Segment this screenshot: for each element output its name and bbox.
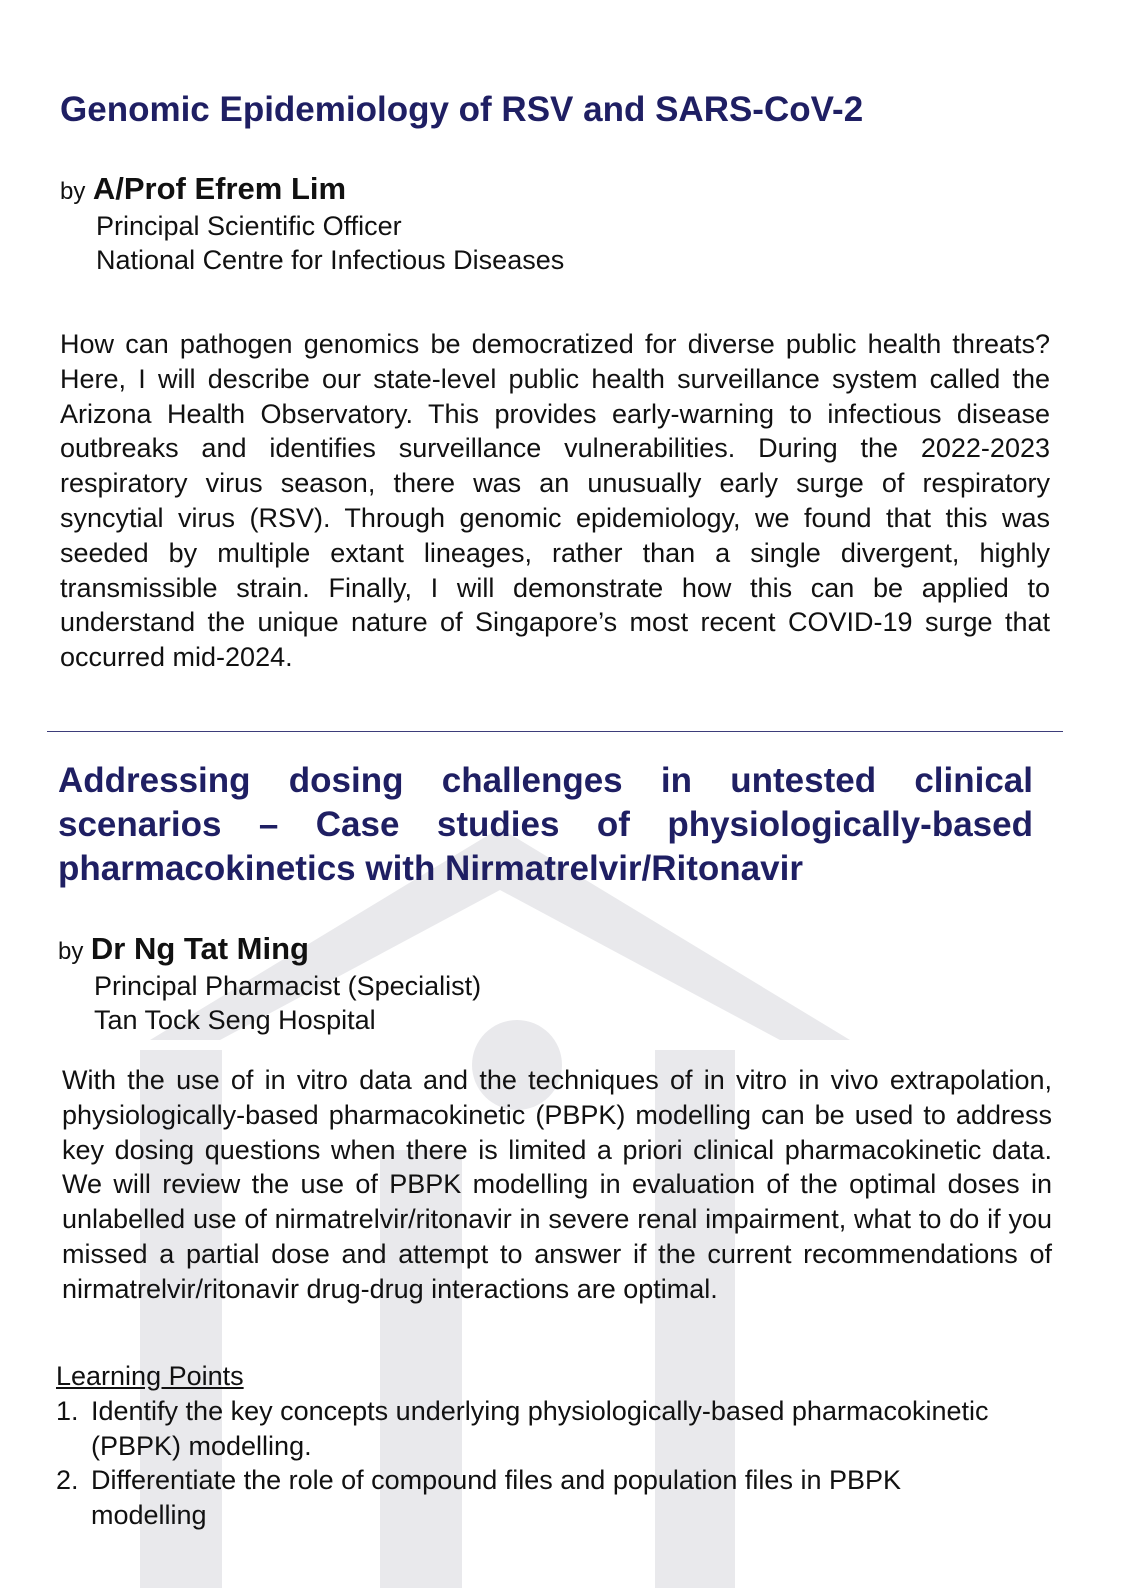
- speaker-organization: National Centre for Infectious Diseases: [96, 245, 565, 275]
- speaker-role: Principal Pharmacist (Specialist): [94, 971, 482, 1001]
- by-label: by: [60, 178, 86, 205]
- speaker-role: Principal Scientific Officer: [96, 211, 402, 241]
- section-2-title: Addressing dosing challenges in untested clinical scenarios – Case studies of physiologically-based pharmacokinetics with Nirmatrelvir/Ritonavir: [58, 761, 1033, 888]
- speaker-organization: Tan Tock Seng Hospital: [94, 1005, 376, 1035]
- section-2-abstract: With the use of in vitro data and the techniques of in vitro in vivo extrapolation, physiologically-based pharmacokinetic (PBPK) modelling can be used to address key dosing questions when there is limited a priori clinical pharmacokinetic data. We will review the use of PBPK modelling in evaluation of the optimal doses in unlabelled use of nirmatrelvir/ritonavir in severe renal impairment, what to do if you missed a partial dose and attempt to answer if the current recommendations of nirmatrelvir/ritonavir drug-drug interactions are optimal.: [62, 1065, 1052, 1304]
- section-1-title: Genomic Epidemiology of RSV and SARS-CoV-2: [60, 90, 864, 129]
- section-1-byline: [60, 172, 564, 277]
- by-label: by: [58, 938, 84, 965]
- speaker-name: A/Prof Efrem Lim: [92, 171, 347, 206]
- list-item: [56, 1394, 1016, 1463]
- list-item-number: 2.: [56, 1465, 79, 1495]
- learning-points-list: [56, 1394, 1016, 1532]
- list-item: [56, 1463, 1016, 1532]
- list-item-text: Differentiate the role of compound files and population files in PBPK modelling: [91, 1465, 901, 1530]
- list-item-text: Identify the key concepts underlying physiologically-based pharmacokinetic (PBPK) modelling.: [91, 1396, 989, 1461]
- section-1-abstract: How can pathogen genomics be democratized for diverse public health threats? Here, I will describe our state-level public health surveillance system called the Arizona Health Observatory. This provides early-warning to infectious disease outbreaks and identifies surveillance vulnerabilities. During the 2022-2023 respiratory virus season, there was an unusually early surge of respiratory syncytial virus (RSV). Through genomic epidemiology, we found that this was seeded by multiple extant lineages, rather than a single divergent, highly transmissible strain. Finally, I will demonstrate how this can be applied to understand the unique nature of Singapore’s most recent COVID-19 surge that occurred mid-2024.: [60, 329, 1050, 673]
- learning-points-heading: Learning Points: [56, 1361, 244, 1391]
- section-divider: [47, 731, 1063, 732]
- speaker-name: Dr Ng Tat Ming: [90, 931, 309, 966]
- list-item-number: 1.: [56, 1396, 79, 1426]
- section-2-byline: [58, 932, 481, 1037]
